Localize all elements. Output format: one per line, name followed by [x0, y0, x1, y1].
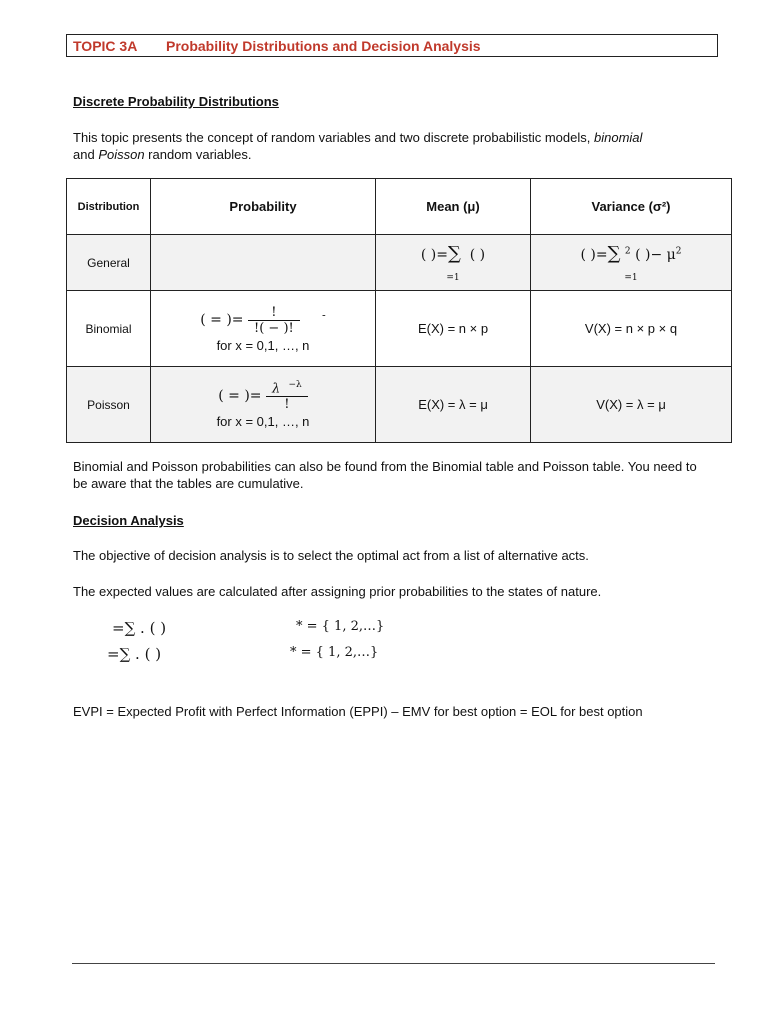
binomial-probability-cell	[151, 291, 376, 367]
binomial-mean: E(X) = n × p	[376, 291, 531, 367]
emv-optimal: * = { 1, 2,…}	[296, 619, 385, 634]
general-mean-formula: ( )=∑ ( ) $_{=1}$	[376, 235, 531, 291]
sum-icon: ∑	[607, 242, 621, 264]
header-probability: Probability	[151, 179, 376, 235]
table-header-row	[67, 179, 732, 235]
general-variance-formula: ( )=∑ $^2$ ( )− $\mu^2$ $_{=1}$	[531, 235, 732, 291]
header-variance: Variance (σ²)	[531, 179, 732, 235]
row-name-binomial: Binomial	[67, 291, 151, 367]
header-mean: Mean (μ)	[376, 179, 531, 235]
binomial-range: for x = 0,1, …, n	[216, 337, 310, 353]
header-distribution: Distribution	[67, 179, 151, 235]
intro-prefix: This topic presents the concept of random variables and two discrete probabilistic models,	[73, 130, 594, 145]
topic-header	[66, 34, 718, 57]
poisson-range: for x = 0,1, …, n	[216, 414, 310, 430]
emv-formula: =∑ . ( )	[112, 619, 167, 637]
expected-values-text: The expected values are calculated after assigning prior probabilities to the states of nature.	[73, 584, 602, 599]
table-row-binomial	[67, 291, 732, 367]
poisson-mean: E(X) = λ = μ	[376, 367, 531, 443]
intro-paragraph	[73, 129, 713, 163]
topic-code: TOPIC 3A	[73, 38, 138, 54]
intro-poisson: Poisson	[98, 147, 145, 162]
evpi-definition: EVPI = Expected Profit with Perfect Information (EPPI) – EMV for best option = EOL for best option	[73, 704, 643, 719]
intro-suffix: random variables.	[144, 147, 252, 162]
poisson-probability-cell	[151, 367, 376, 443]
eol-optimal: * = { 1, 2,…}	[290, 645, 379, 660]
general-probability-cell	[151, 235, 376, 291]
tables-note: Binomial and Poisson probabilities can also be found from the Binomial table and Poisson table. You need to be aware that the tables are cumulative.	[73, 459, 697, 491]
poisson-variance: V(X) = λ = μ	[531, 367, 732, 443]
intro-and: and	[73, 147, 99, 162]
topic-title: Probability Distributions and Decision Analysis	[166, 38, 481, 54]
poisson-probability-formula: ( = )= $\frac{\lambda ^{-\lambda}}{!}$	[218, 388, 308, 404]
row-name-general: General	[67, 235, 151, 291]
decision-objective: The objective of decision analysis is to select the optimal act from a list of alternative acts.	[73, 548, 589, 563]
table-row-general	[67, 235, 732, 291]
binomial-probability-formula: ( = )= $\frac{!}{!( - )!}$ -	[200, 304, 326, 336]
table-row-poisson	[67, 367, 732, 443]
section-heading-decision: Decision Analysis	[73, 513, 184, 528]
distribution-table	[66, 178, 732, 443]
section-heading-discrete: Discrete Probability Distributions	[73, 94, 279, 109]
eol-formula: =∑ . ( )	[107, 645, 162, 663]
intro-binomial: binomial	[593, 130, 643, 145]
binomial-variance: V(X) = n × p × q	[531, 291, 732, 367]
row-name-poisson: Poisson	[67, 367, 151, 443]
sum-icon: ∑	[447, 242, 461, 264]
footer-divider	[72, 963, 715, 964]
